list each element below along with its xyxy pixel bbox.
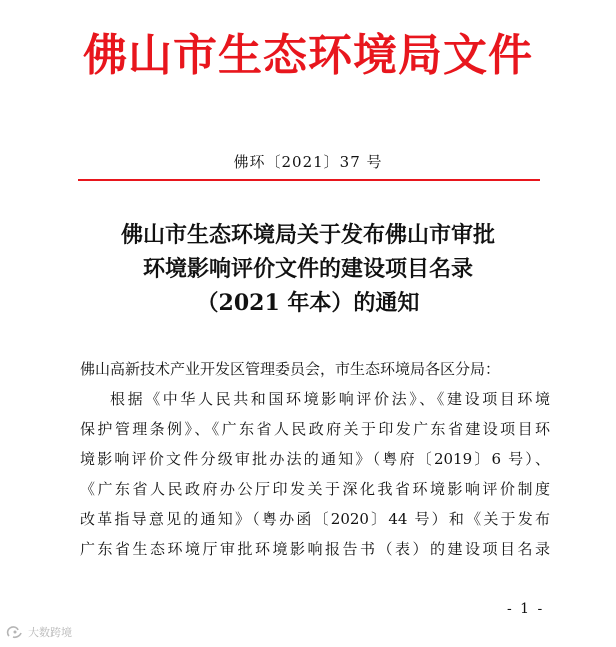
logo-mark-icon xyxy=(6,625,24,639)
document-body xyxy=(80,354,550,564)
red-divider-line xyxy=(78,179,540,181)
body-line: 根据《中华人民共和国环境影响评价法》、《建设项目环境 xyxy=(110,390,550,408)
notice-title-line: （2021 年本）的通知 xyxy=(196,290,420,316)
notice-title-line: 环境影响评价文件的建设项目名录 xyxy=(142,256,473,282)
body-line: 广东省生态环境厅审批环境影响报告书（表）的建设项目名录 xyxy=(80,540,550,558)
watermark-text: 大数跨境 xyxy=(28,626,72,639)
document-number: 佛环〔2021〕37 号 xyxy=(233,153,383,171)
body-line: 改革指导意见的通知》（粤办函〔2020〕44 号）和《关于发布 xyxy=(80,510,550,528)
document-header-title: 佛山市生态环境局文件 xyxy=(83,30,533,81)
body-line: 境影响评价文件分级审批办法的通知》（粤府〔2019〕6 号）、 xyxy=(80,450,550,468)
salutation-line: 佛山高新技术产业开发区管理委员会，市生态环境局各区分局： xyxy=(80,360,501,378)
watermark xyxy=(6,624,72,640)
page-number: - 1 - xyxy=(507,601,545,617)
body-line: 《广东省人民政府办公厅印发关于深化我省环境影响评价制度 xyxy=(80,480,550,498)
notice-title xyxy=(0,218,616,320)
notice-title-line: 佛山市生态环境局关于发布佛山市审批 xyxy=(120,222,495,248)
body-line: 保护管理条例》、《广东省人民政府关于印发广东省建设项目环 xyxy=(80,420,550,438)
